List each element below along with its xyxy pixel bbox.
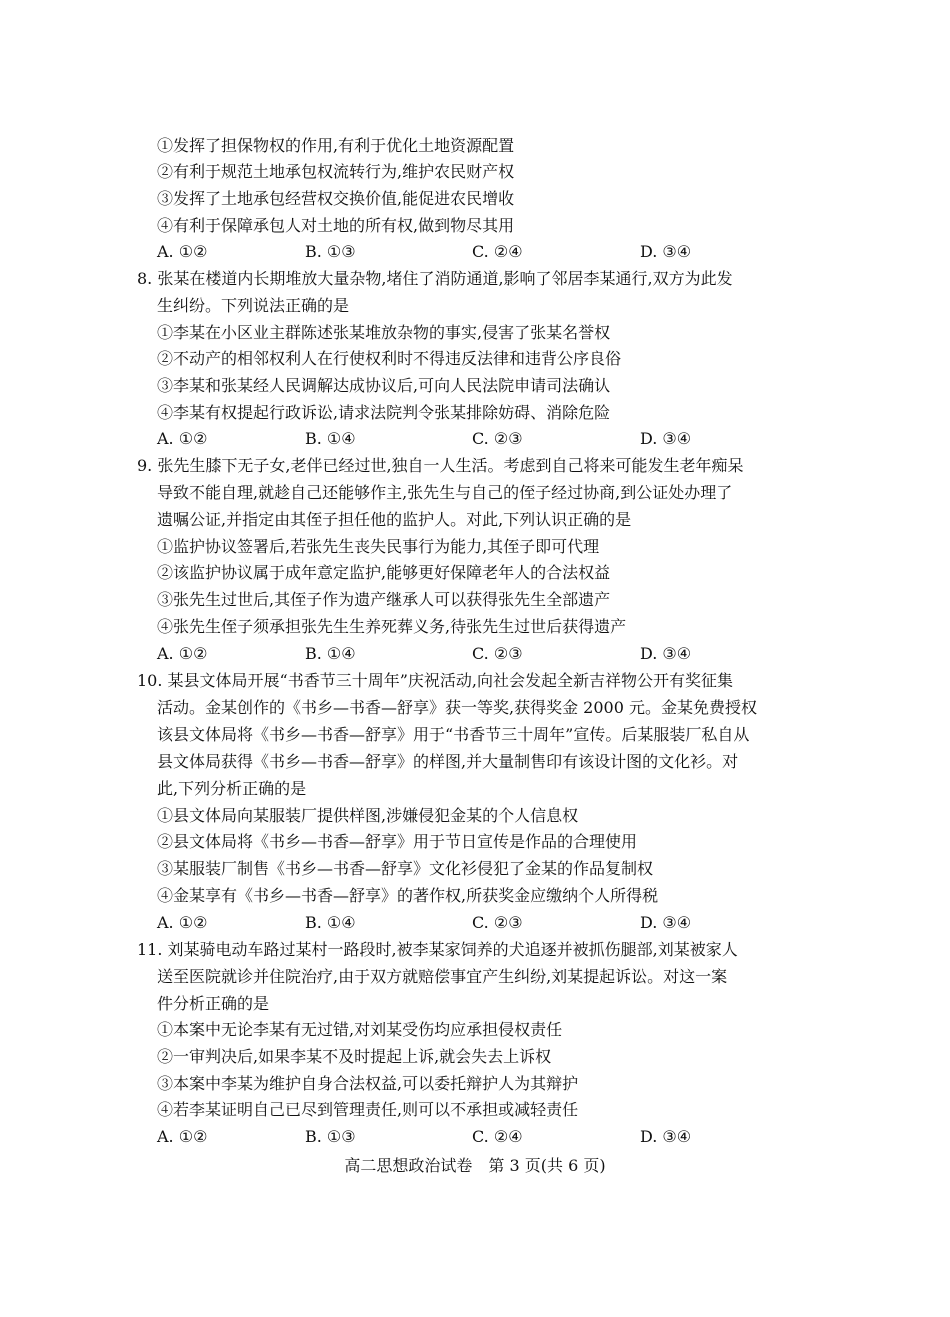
q9-stem-line-2: 导致不能自理,就趁自己还能够作主,张先生与自己的侄子经过协商,到公证处办理了 <box>157 483 733 502</box>
q11-choice-a: A. ①② <box>157 1127 208 1146</box>
q8-stem-line-1: 8. 张某在楼道内长期堆放大量杂物,堵住了消防通道,影响了邻居李某通行,双方为此发 <box>137 269 733 288</box>
q10-option-2: ②县文体局将《书乡—书香—舒享》用于节日宣传是作品的合理使用 <box>157 832 638 851</box>
q9-option-2: ②该监护协议属于成年意定监护,能够更好保障老年人的合法权益 <box>157 563 611 582</box>
q10-stem-line-4: 县文体局获得《书乡—书香—舒享》的样图,并大量制售印有该设计图的文化衫。对 <box>157 752 739 771</box>
q7-option-1: ①发挥了担保物权的作用,有利于优化土地资源配置 <box>157 136 515 155</box>
q9-option-4: ④张先生侄子须承担张先生生养死葬义务,待张先生过世后获得遗产 <box>157 617 627 636</box>
q10-option-4: ④金某享有《书乡—书香—舒享》的著作权,所获奖金应缴纳个人所得税 <box>157 886 659 905</box>
q7-choice-b: B. ①③ <box>305 242 356 261</box>
q11-option-1: ①本案中无论李某有无过错,对刘某受伤均应承担侵权责任 <box>157 1020 563 1039</box>
q10-option-3: ③某服装厂制售《书乡—书香—舒享》文化衫侵犯了金某的作品复制权 <box>157 859 654 878</box>
q7-option-2: ②有利于规范土地承包权流转行为,维护农民财产权 <box>157 162 515 181</box>
q10-choice-a: A. ①② <box>157 913 208 932</box>
q10-choice-d: D. ③④ <box>640 913 692 932</box>
q9-option-3: ③张先生过世后,其侄子作为遗产继承人可以获得张先生全部遗产 <box>157 590 611 609</box>
q11-option-3: ③本案中李某为维护自身合法权益,可以委托辩护人为其辩护 <box>157 1074 579 1093</box>
q10-stem-line-5: 此,下列分析正确的是 <box>157 779 307 798</box>
q10-choice-c: C. ②③ <box>472 913 523 932</box>
q7-choice-c: C. ②④ <box>472 242 523 261</box>
q9-choice-b: B. ①④ <box>305 644 356 663</box>
q9-stem-line-1: 9. 张先生膝下无子女,老伴已经过世,独自一人生活。考虑到自己将来可能发生老年痴呆 <box>137 456 744 475</box>
q11-option-2: ②一审判决后,如果李某不及时提起上诉,就会失去上诉权 <box>157 1047 552 1066</box>
q11-choice-b: B. ①③ <box>305 1127 356 1146</box>
q8-choice-d: D. ③④ <box>640 429 692 448</box>
q8-choice-a: A. ①② <box>157 429 208 448</box>
q10-choice-b: B. ①④ <box>305 913 356 932</box>
q11-stem-line-1: 11. 刘某骑电动车路过某村一路段时,被李某家饲养的犬追逐并被抓伤腿部,刘某被家人 <box>137 940 738 959</box>
q9-choice-a: A. ①② <box>157 644 208 663</box>
q8-choice-b: B. ①④ <box>305 429 356 448</box>
q10-stem-line-3: 该县文体局将《书乡—书香—舒享》用于“书香节三十周年”宣传。后某服装厂私自从 <box>157 725 750 744</box>
q11-option-4: ④若李某证明自己已尽到管理责任,则可以不承担或减轻责任 <box>157 1100 579 1119</box>
q11-stem-line-3: 件分析正确的是 <box>157 994 270 1013</box>
q7-choice-a: A. ①② <box>157 242 208 261</box>
q10-stem-line-1: 10. 某县文体局开展“书香节三十周年”庆祝活动,向社会发起全新吉祥物公开有奖征集 <box>137 671 733 690</box>
q8-choice-c: C. ②③ <box>472 429 523 448</box>
q8-option-2: ②不动产的相邻权利人在行使权利时不得违反法律和违背公序良俗 <box>157 349 622 368</box>
q8-stem-line-2: 生纠纷。下列说法正确的是 <box>157 296 350 315</box>
q11-choice-c: C. ②④ <box>472 1127 523 1146</box>
q9-option-1: ①监护协议签署后,若张先生丧失民事行为能力,其侄子即可代理 <box>157 537 600 556</box>
page-footer: 高二思想政治试卷 第 3 页(共 6 页) <box>344 1156 606 1175</box>
q9-choice-c: C. ②③ <box>472 644 523 663</box>
q9-stem-line-3: 遗嘱公证,并指定由其侄子担任他的监护人。对此,下列认识正确的是 <box>157 510 632 529</box>
q10-stem-line-2: 活动。金某创作的《书乡—书香—舒享》获一等奖,获得奖金 2000 元。金某免费授权 <box>157 698 757 717</box>
q8-option-4: ④李某有权提起行政诉讼,请求法院判令张某排除妨碍、消除危险 <box>157 403 611 422</box>
q9-choice-d: D. ③④ <box>640 644 692 663</box>
q11-stem-line-2: 送至医院就诊并住院治疗,由于双方就赔偿事宜产生纠纷,刘某提起诉讼。对这一案 <box>157 967 728 986</box>
q7-choice-d: D. ③④ <box>640 242 692 261</box>
q8-option-1: ①李某在小区业主群陈述张某堆放杂物的事实,侵害了张某名誉权 <box>157 323 611 342</box>
q7-option-3: ③发挥了土地承包经营权交换价值,能促进农民增收 <box>157 189 515 208</box>
q7-option-4: ④有利于保障承包人对土地的所有权,做到物尽其用 <box>157 216 515 235</box>
q11-choice-d: D. ③④ <box>640 1127 692 1146</box>
q8-option-3: ③李某和张某经人民调解达成协议后,可向人民法院申请司法确认 <box>157 376 611 395</box>
q10-option-1: ①县文体局向某服装厂提供样图,涉嫌侵犯金某的个人信息权 <box>157 806 579 825</box>
